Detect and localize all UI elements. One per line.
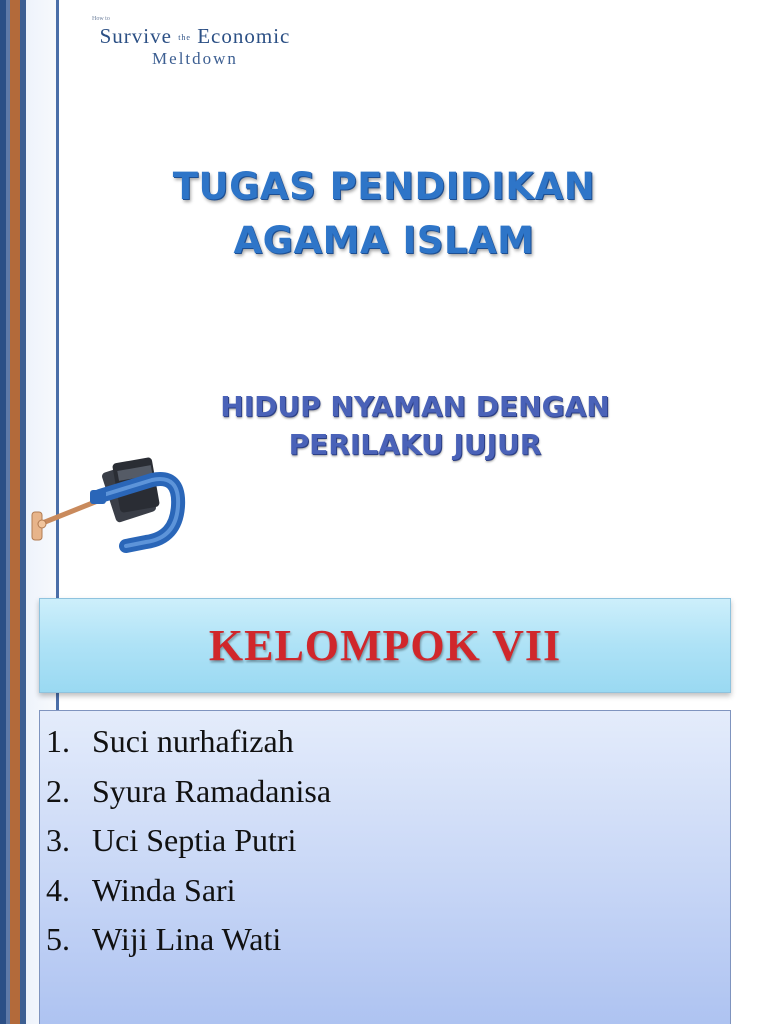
group-title: KELOMPOK VII [208, 621, 562, 670]
logo-small-text: How to [92, 16, 110, 22]
slide-title-line-1: TUGAS PENDIDIKAN [172, 165, 596, 208]
list-item: 5. Wiji Lina Wati [46, 921, 282, 957]
list-item: 3. Uci Septia Putri [46, 822, 297, 858]
logo-line-1: Survive the Economic [99, 24, 291, 48]
slide-title-line-2: AGAMA ISLAM [233, 219, 535, 262]
member-list-box [39, 710, 731, 1024]
member-list [40, 717, 730, 965]
slide-subtitle-line-2: PERILAKU JUJUR [288, 428, 542, 461]
list-item: 4. Winda Sari [46, 871, 236, 908]
list-item: 2. Syura Ramadanisa [46, 772, 332, 809]
left-stripe-orange [10, 0, 20, 1024]
group-title-box [39, 598, 731, 693]
slide-subtitle-line-1: HIDUP NYAMAN DENGAN [220, 390, 610, 423]
slide-title [70, 160, 698, 268]
list-item: 1. Suci nurhafizah [46, 723, 294, 759]
logo-line-2: Meltdown [152, 49, 238, 69]
slide-subtitle [150, 388, 680, 464]
book-title-logo [70, 16, 320, 68]
c-clamp-wallet-icon [30, 440, 190, 570]
